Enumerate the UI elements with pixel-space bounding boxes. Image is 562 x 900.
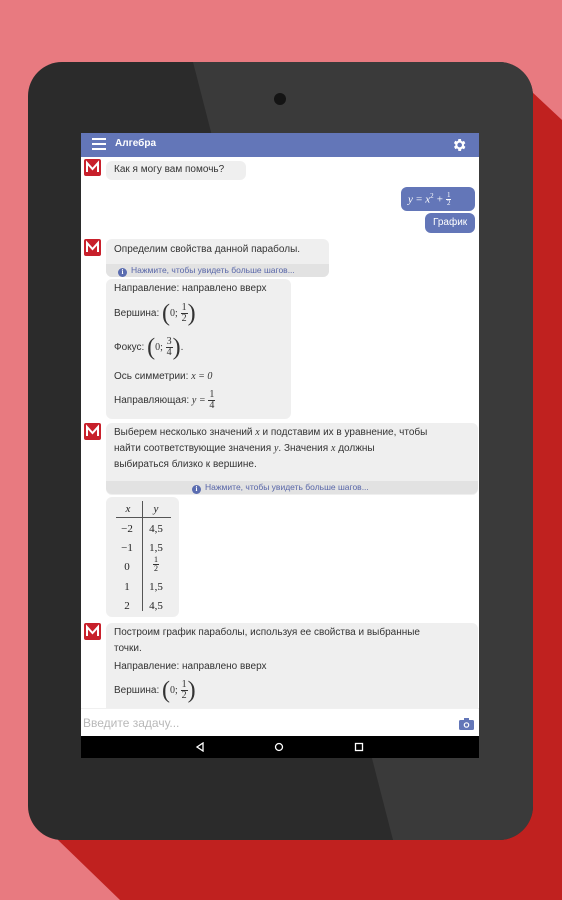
table-cell-fraction: $\frac{1}{2}$ [154,555,158,573]
table-cell: 1,5 [149,542,163,554]
table-header-y: y [153,503,159,515]
nav-back-icon[interactable] [195,742,205,752]
table-cell: 0 [124,561,130,573]
vertex-row: Вершина: (0; $\frac{1}{2}$ ) [114,300,196,327]
graph-vertex-row: Вершина: (0; $\frac{1}{2}$ ) [114,677,196,704]
focus-row: Фокус: (0; $\frac{3}{4}$ ). [114,334,184,361]
directrix-row: Направляющая: y = $\frac{1}{4}$ [114,389,215,411]
nav-home-icon[interactable] [274,742,284,752]
problem-input-bar [81,708,479,737]
table-cell: 1,5 [149,581,163,593]
greeting-text: Как я могу вам помочь? [114,164,225,175]
app-title: Алгебра [115,138,157,149]
problem-input[interactable]: Введите задачу... [83,716,180,730]
gear-icon[interactable] [451,137,467,153]
table-header-rule [116,517,171,518]
chat-area[interactable] [81,157,479,708]
graph-line-2: точки. [114,643,142,654]
values-table [106,497,179,617]
graph-button-label: График [433,217,468,228]
direction-text: Направление: направлено вверх [114,283,267,294]
user-formula-bubble [401,187,475,211]
properties-intro-text: Определим свойства данной параболы. [114,244,301,255]
greeting-bubble [106,161,246,180]
table-cell: −1 [121,542,133,554]
mathway-logo-icon [84,423,101,440]
tablet-frame [28,62,533,840]
more-steps-label: Нажмите, чтобы увидеть больше шагов... [205,482,369,492]
mathway-logo-icon [84,623,101,640]
graph-bubble [106,623,478,708]
properties-result-bubble [106,279,291,419]
table-column-rule [142,501,143,611]
camera-icon[interactable] [459,718,474,730]
table-cell: 4,5 [149,523,163,535]
values-table-bubble [106,497,179,617]
device-screen [81,133,479,758]
table-header-x: x [125,503,131,515]
mathway-logo-icon [84,239,101,256]
table-cell: 1 [124,581,130,593]
table-cell: 2 [124,600,130,612]
info-icon: i [118,268,127,277]
nav-recent-icon[interactable] [354,742,364,752]
more-steps-label: Нажмите, чтобы увидеть больше шагов... [131,265,295,275]
menu-icon[interactable] [92,138,106,152]
values-line-1: Выберем несколько значений x и подставим их в уравнение, чтобы [114,427,428,438]
table-cell: −2 [121,523,133,535]
graph-direction: Направление: направлено вверх [114,661,267,672]
user-formula: $y = x^2$ + $\frac{1}{2}$ [408,191,451,208]
app-bar [81,133,479,157]
table-cell: 4,5 [149,600,163,612]
values-line-2: найти соответствующие значения y. Значения x должны [114,443,375,454]
info-icon: i [192,485,201,494]
system-nav-bar [81,736,479,758]
graph-line-1: Построим график параболы, используя ее свойства и выбранные [114,627,420,638]
more-steps-button[interactable] [106,481,478,494]
mathway-logo-icon [84,159,101,176]
graph-button[interactable] [425,213,475,233]
more-steps-button[interactable] [106,264,329,277]
values-line-3: выбираться близко к вершине. [114,459,257,470]
front-camera [274,93,286,105]
axis-row: Ось симметрии: x = 0 [114,371,213,382]
